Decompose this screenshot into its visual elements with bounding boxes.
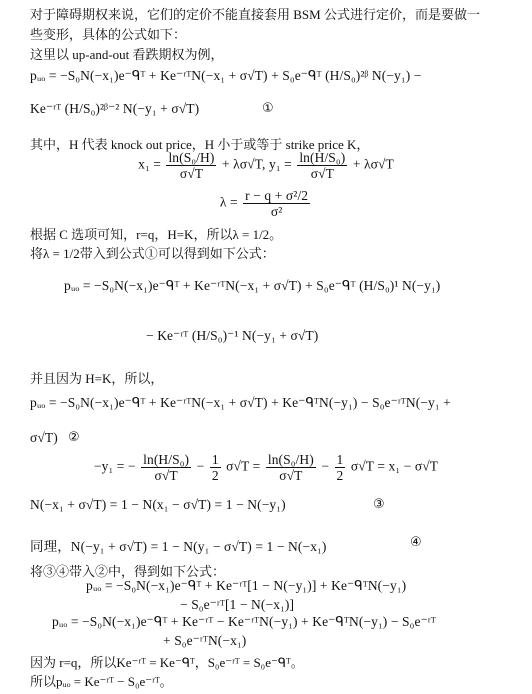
lambda-denominator: σ² (270, 204, 283, 219)
y1-derivation-a: −y₁ = − (93, 458, 136, 474)
formula-1-line-b: Ke⁻ʳᵀ (H/S₀)²ᵝ⁻² N(−y₁ + σ√T) (30, 101, 200, 116)
half-num-1: 1 (211, 452, 219, 467)
y1-numerator: ln(H/S₀) (299, 150, 346, 165)
y1-derivation-c: σ√T = (226, 458, 261, 474)
y1-denominator: σ√T (310, 166, 334, 181)
lambda-definition (0, 188, 532, 219)
y1-derivation-b: − (196, 458, 205, 474)
formula-1-line-a: pᵤₒ = −S₀N(−x₁)e⁻ᑫᵀ + Ke⁻ʳᵀN(−x₁ + σ√T) + S₀e⁻ᑫᵀ (H/S₀)²ᵝ N(−y₁) − (30, 68, 422, 83)
lambda-fraction (243, 188, 310, 219)
y1-derivation-num-2: ln(S₀/H) (267, 452, 314, 467)
x1-lhs: x₁ = (138, 156, 161, 172)
y1-derivation-fraction-1 (141, 452, 191, 483)
formula-4-line-a: pᵤₒ = −S₀N(−x₁)e⁻ᑫᵀ + Ke⁻ʳᵀ[1 − N(−y₁)] + Ke⁻ᑫᵀN(−y₁) (86, 578, 407, 593)
x1-fraction (166, 150, 216, 181)
formula-5-line-a: pᵤₒ = −S₀N(−x₁)e⁻ᑫᵀ + Ke⁻ʳᵀ − Ke⁻ʳᵀN(−y₁) + Ke⁻ᑫᵀN(−y₁) − S₀e⁻ʳᵀ (52, 614, 436, 629)
intro-line-2: 些变形，具体的公式如下： (30, 27, 187, 42)
y1-derivation-den-1: σ√T (154, 468, 178, 483)
x1-tail: + λσ√T, y₁ = (221, 156, 292, 172)
x1-numerator: ln(S₀/H) (168, 150, 215, 165)
substitute-line: 将λ = 1/2带入到公式①可以得到如下公式： (30, 246, 275, 261)
half-fraction-2 (335, 452, 346, 483)
half-fraction-1 (210, 452, 221, 483)
y1-derivation-e: σ√T = x₁ − σ√T (350, 458, 439, 474)
x1-denominator: σ√T (179, 166, 204, 181)
x1-y1-definition (0, 150, 532, 181)
condition-line: 根据 C 选项可知，r=q，H=K，所以λ = 1/2。 (30, 227, 283, 242)
lambda-lhs: λ = (219, 194, 238, 210)
y1-derivation-den-2: σ√T (279, 468, 303, 483)
half-num-2: 1 (336, 452, 344, 467)
equation-3: N(−x₁ + σ√T) = 1 − N(x₁ − σ√T) = 1 − N(−y₁) (30, 497, 286, 512)
intro-line-3: 这里以 up-and-out 看跌期权为例， (30, 47, 224, 62)
marker-2: ② (68, 430, 80, 445)
conclusion: 所以pᵤₒ = Ke⁻ʳᵀ − S₀e⁻ʳᵀ。 (30, 674, 173, 689)
since-r-equals-q: 因为 r=q，所以Ke⁻ʳᵀ = Ke⁻ᑫᵀ，S₀e⁻ʳᵀ = S₀e⁻ᑫᵀ。 (30, 655, 304, 670)
formula-3-line-b: σ√T) (30, 430, 58, 445)
formula-4-line-b: − S₀e⁻ʳᵀ[1 − N(−x₁)] (180, 597, 295, 612)
substitute-34: 将③④带入②中，得到如下公式： (30, 564, 226, 579)
marker-4: ④ (410, 535, 422, 550)
y1-derivation-num-1: ln(H/S₀) (143, 452, 190, 467)
y1-tail: + λσ√T (352, 156, 394, 172)
half-den-1: 2 (211, 468, 219, 483)
y1-fraction (297, 150, 347, 181)
explain-h: 其中，H 代表 knock out price，H 小于或等于 strike price K， (30, 137, 370, 152)
y1-derivation-d: − (321, 458, 330, 474)
formula-5-line-b: + S₀e⁻ʳᵀN(−x₁) (163, 633, 247, 648)
intro-line-1: 对于障碍期权来说，它们的定价不能直接套用 BSM 公式进行定价，而是要做一 (30, 7, 480, 22)
half-den-2: 2 (336, 468, 344, 483)
marker-1: ① (262, 101, 274, 116)
formula-2-line-b: − Ke⁻ʳᵀ (H/S₀)⁻¹ N(−y₁ + σ√T) (146, 328, 319, 343)
formula-2-line-a: pᵤₒ = −S₀N(−x₁)e⁻ᑫᵀ + Ke⁻ʳᵀN(−x₁ + σ√T) + S₀e⁻ᑫᵀ (H/S₀)¹ N(−y₁) (64, 278, 441, 293)
y1-derivation-fraction-2 (266, 452, 316, 483)
marker-3: ③ (373, 497, 385, 512)
because-hk: 并且因为 H=K，所以， (30, 371, 164, 386)
y1-derivation (0, 452, 532, 483)
formula-3-line-a: pᵤₒ = −S₀N(−x₁)e⁻ᑫᵀ + Ke⁻ʳᵀN(−x₁ + σ√T) + Ke⁻ᑫᵀN(−y₁) − S₀e⁻ʳᵀN(−y₁ + (30, 395, 451, 410)
equation-4: 同理，N(−y₁ + σ√T) = 1 − N(y₁ − σ√T) = 1 − N(−x₁) (30, 539, 327, 554)
lambda-numerator: r − q + σ²/2 (245, 188, 309, 203)
